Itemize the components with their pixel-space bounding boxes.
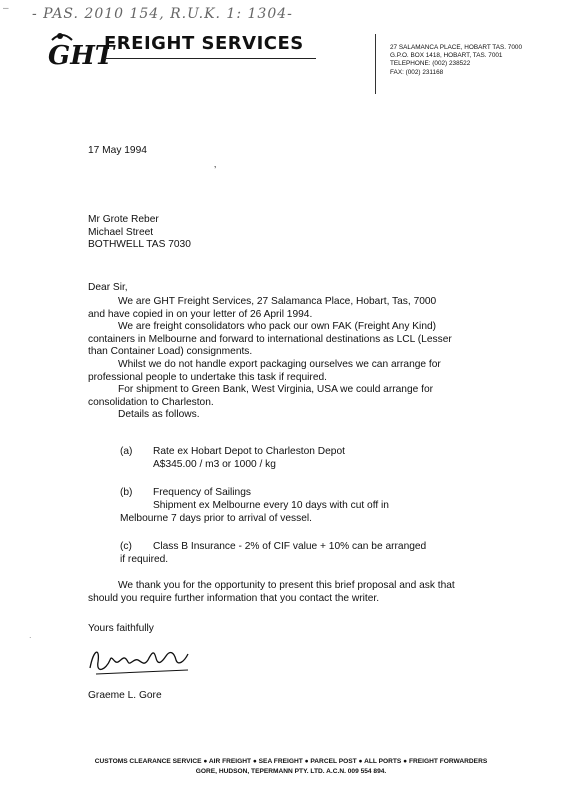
header-divider <box>375 34 376 94</box>
paragraph-line: Details as follows. <box>118 409 200 421</box>
signer-name: Graeme L. Gore <box>88 690 162 701</box>
paragraph-line: We are freight consolidators who pack our own FAK (Freight Any Kind) <box>118 321 437 333</box>
item-line: Rate ex Hobart Depot to Charleston Depot <box>153 446 345 457</box>
item-line: Frequency of Sailings <box>153 487 251 498</box>
recipient-line: Mr Grote Reber <box>88 214 159 225</box>
item-line: if required. <box>120 554 169 565</box>
item-b-label: (b) <box>120 487 133 498</box>
footer-services: CUSTOMS CLEARANCE SERVICE ● AIR FREIGHT ● SEA FREIGHT ● PARCEL POST ● ALL PORTS ● FREIGHT FORWARDERS <box>94 758 488 765</box>
complimentary-close: Yours faithfully <box>88 623 154 634</box>
company-name: FREIGHT SERVICES <box>104 33 304 54</box>
salutation: Dear Sir, <box>88 282 128 293</box>
recipient-line: Michael Street <box>88 226 154 238</box>
corner-mark: – <box>3 3 9 14</box>
paragraph-line: We are GHT Freight Services, 27 Salamanca Place, Hobart, Tas, 7000 <box>118 296 437 307</box>
handwritten-note: - PAS. 2010 154, R.U.K. 1: 1304- <box>32 6 293 22</box>
item-a-text <box>153 446 345 471</box>
paragraph-line: containers in Melbourne and forward to international destinations as LCL (Lesser <box>88 333 452 345</box>
paragraph-line: and have copied in on your letter of 26 April 1994. <box>88 308 313 320</box>
paragraph-line: than Container Load) consignments. <box>88 346 253 358</box>
margin-mark: . <box>29 630 32 640</box>
svg-text:GHT: GHT <box>48 41 115 71</box>
address-line: 27 SALAMANCA PLACE, HOBART TAS. 7000 <box>390 44 523 51</box>
recipient-address <box>88 214 191 252</box>
signature <box>84 640 194 680</box>
item-line: Class B Insurance - 2% of CIF value + 10% can be arranged <box>153 541 427 552</box>
paragraph-line: professional people to undertake this task if required. <box>88 371 327 383</box>
item-line: A$345.00 / m3 or 1000 / kg <box>153 458 276 470</box>
stray-mark: ’ <box>214 165 217 176</box>
ght-logo <box>46 28 115 76</box>
item-c-label: (c) <box>120 541 132 552</box>
header-rule <box>104 58 316 59</box>
paragraph-line: consolidation to Charleston. <box>88 396 214 408</box>
item-a-label: (a) <box>120 446 133 457</box>
letter-date: 17 May 1994 <box>88 145 147 156</box>
address-line: G.P.O. BOX 1418, HOBART, TAS. 7001 <box>390 52 503 60</box>
paragraph-line: Whilst we do not handle export packaging ourselves we can arrange for <box>118 358 441 370</box>
paragraph-line: should you require further information that you contact the writer. <box>88 592 380 604</box>
closing-paragraph <box>88 580 455 605</box>
item-line: Shipment ex Melbourne every 10 days with cut off in <box>153 499 389 511</box>
address-line: FAX: (002) 231168 <box>390 68 444 76</box>
company-address <box>390 44 522 77</box>
item-b-text <box>153 487 389 512</box>
paragraph-line: We thank you for the opportunity to present this brief proposal and ask that <box>118 580 455 591</box>
recipient-line: BOTHWELL TAS 7030 <box>88 239 191 251</box>
address-line: TELEPHONE: (002) 238522 <box>390 60 471 68</box>
footer-company: GORE, HUDSON, TEPERMANN PTY. LTD. A.C.N. 009 554 894. <box>195 768 387 775</box>
paragraph-line: For shipment to Green Bank, West Virginia, USA we could arrange for <box>118 384 434 396</box>
letter-body <box>88 296 498 422</box>
item-line: Melbourne 7 days prior to arrival of vessel. <box>120 513 312 524</box>
